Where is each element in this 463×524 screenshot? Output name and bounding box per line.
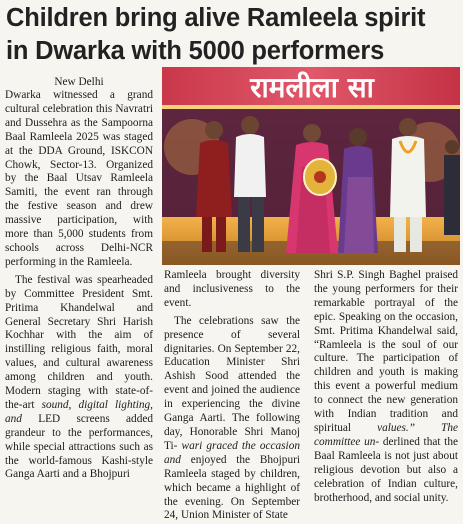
article-column-1 — [5, 76, 153, 482]
article-paragraph-5 — [314, 269, 458, 505]
event-photo — [162, 67, 460, 265]
article-column-3 — [314, 269, 458, 505]
paragraph-2-text: The festival was spearheaded by Committee President Smt. Pritima Khandelwal and General Secretary Shri Harish Kochhar with the aim of instilling religious faith, moral values, and cultural awareness among children and youth. Modern staging with state-of-the-art — [5, 273, 153, 411]
headline-line-1: Children bring alive Ramleela spirit — [6, 4, 426, 32]
dateline: New Delhi — [54, 76, 104, 88]
banner-text: रामलीला सा — [250, 71, 374, 104]
article-paragraph-1: Dwarka witnessed a grand cultural celebration this Navratri and Dussehra as the Sampoorna Baal Ramleela 2025 was staged at the DDA Ground, ISKCON Chowk, Sector-13. Organized by the Baal Utsav Ramleela Samiti, the event ran through the festive season and drew massive participation, with more than 5,000 students from schools across Delhi-NCR performing in the Ramleela. — [5, 89, 153, 268]
paragraph-4-end: enjoyed the Bhojpuri Ramleela staged by children, which became a highlight of the evening. On September 24, Union Minister of State — [164, 453, 300, 522]
paragraph-5-italic: values.” The committee un- — [314, 421, 458, 448]
paragraph-4-italic: wari graced the occasion and — [164, 439, 300, 466]
paragraph-2-end: LED screens added grandeur to the performances, while special attractions such as the world-famous Kashi-style Ganga Aarti and a Bhojpuri — [5, 412, 154, 481]
person-2 — [234, 116, 266, 252]
article-paragraph-2 — [5, 274, 153, 483]
paragraph-5-text: Shri S.P. Singh Baghel praised the young performers for their remarkable portrayal of the epic. Speaking on the occasion, Smt. Pritima Khandelwal said, “Ramleela is the soul of our culture. The participation of children and youth is making this event a powerful medium to connect the new generation with Indian tradition and spiritual — [314, 269, 458, 434]
headline — [6, 2, 458, 68]
article-paragraph-3: Ramleela brought diversity and inclusiveness to the event. — [164, 269, 300, 309]
headline-line-2: in Dwarka with 5000 performers — [6, 37, 385, 65]
paragraph-4-text: The celebrations saw the presence of several dignitaries. On September 22, Education Minister Shri Ashish Sood attended the event and joined the audience in experiencing the divine Ganga Aarti. The following day, Honorable Shri Manoj Ti- — [164, 314, 300, 452]
paragraph-5-end: derlined that the Baal Ramleela is not just about religious devotion but also a celebration of Indian culture, brotherhood, and social unity. — [314, 435, 458, 504]
article-column-2 — [164, 269, 300, 523]
trophy — [304, 159, 336, 195]
paragraph-2-italic: sound, digital lighting, and — [5, 398, 153, 425]
article-paragraph-4 — [164, 315, 300, 524]
